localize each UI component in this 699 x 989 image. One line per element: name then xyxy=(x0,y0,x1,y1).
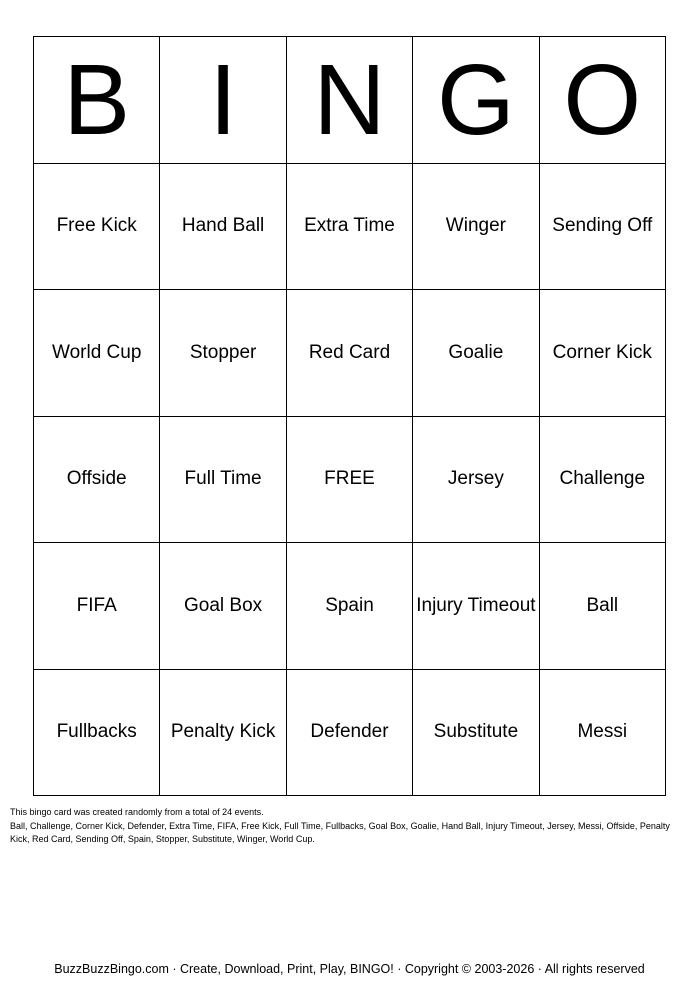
bingo-square: Corner Kick xyxy=(540,290,666,417)
bingo-square: Hand Ball xyxy=(160,164,286,291)
bingo-square: Full Time xyxy=(160,417,286,544)
bingo-card xyxy=(33,36,666,796)
bingo-square: Sending Off xyxy=(540,164,666,291)
notes-intro: This bingo card was created randomly from a total of 24 events. xyxy=(10,807,264,817)
bingo-square: Substitute xyxy=(413,670,539,797)
notes-event-list: Ball, Challenge, Corner Kick, Defender, Extra Time, FIFA, Free Kick, Full Time, Fullbacks, Goal Box, Goalie, Hand Ball, Injury Timeout, Jersey, Messi, Offside, Penalty Kick, Red Card, Sending Off, Spain, Stopper, Substitute, Winger, World Cup. xyxy=(10,820,670,844)
bingo-square: Stopper xyxy=(160,290,286,417)
bingo-square: Offside xyxy=(34,417,160,544)
bingo-square: Penalty Kick xyxy=(160,670,286,797)
bingo-square: Spain xyxy=(287,543,413,670)
bingo-square: World Cup xyxy=(34,290,160,417)
bingo-square: Challenge xyxy=(540,417,666,544)
bingo-square: Red Card xyxy=(287,290,413,417)
bingo-square: Extra Time xyxy=(287,164,413,291)
bingo-square: Winger xyxy=(413,164,539,291)
card-notes xyxy=(10,806,690,847)
header-letter-g: G xyxy=(413,37,539,164)
bingo-square: Jersey xyxy=(413,417,539,544)
footer-copyright: BuzzBuzzBingo.com · Create, Download, Print, Play, BINGO! · Copyright © 2003-2026 · All rights reserved xyxy=(54,962,645,976)
header-letter-o: O xyxy=(540,37,666,164)
bingo-square: Fullbacks xyxy=(34,670,160,797)
bingo-square: Free Kick xyxy=(34,164,160,291)
bingo-square: FIFA xyxy=(34,543,160,670)
bingo-square: Injury Timeout xyxy=(413,543,539,670)
bingo-square: Ball xyxy=(540,543,666,670)
header-letter-b: B xyxy=(34,37,160,164)
bingo-square: Goalie xyxy=(413,290,539,417)
bingo-square: Goal Box xyxy=(160,543,286,670)
bingo-square: Defender xyxy=(287,670,413,797)
header-letter-i: I xyxy=(160,37,286,164)
bingo-square: Messi xyxy=(540,670,666,797)
header-letter-n: N xyxy=(287,37,413,164)
free-square: FREE xyxy=(287,417,413,544)
